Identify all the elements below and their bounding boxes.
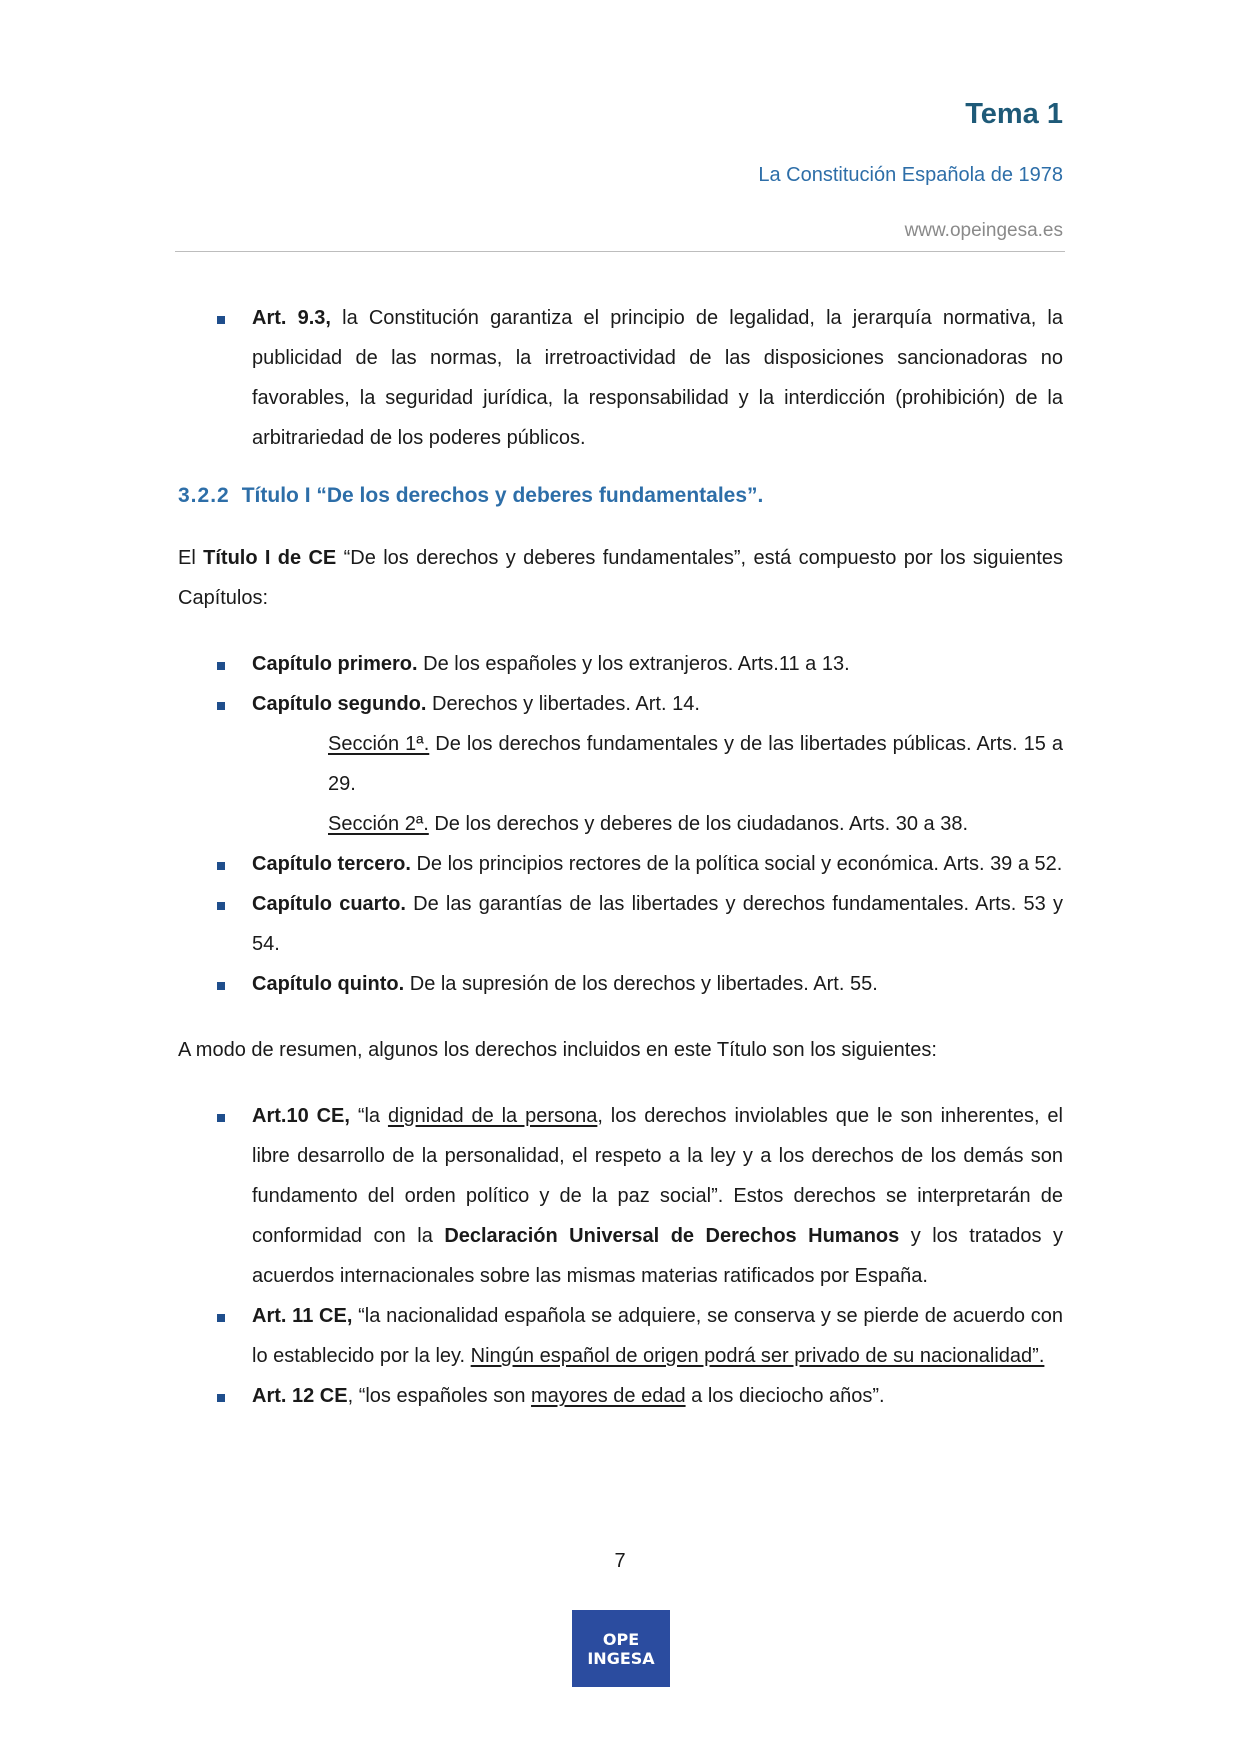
subsection-item [178,724,1063,804]
chapter-item [178,964,1063,1004]
logo-text-line1: OPE [602,1629,640,1649]
subsection-text: De los derechos y deberes de los ciudadanos. Arts. 30 a 38. [428,813,969,835]
intro-text-end: “De los derechos y deberes fundamentales”, está compuesto por los siguientes Capítulos: [178,547,1063,609]
list-item-art-11 [178,1296,1063,1376]
section-number: 3.2.2 [178,484,230,507]
spacer [178,1070,1063,1096]
chapter-list [178,644,1063,724]
intro-bold: Título I de CE [203,547,337,569]
article-text: “la [349,1105,388,1127]
underlined-text: mayores de edad [531,1385,686,1407]
underlined-text: Ningún español de origen podrá ser privado de su nacionalidad”. [470,1345,1045,1367]
document-subtitle: La Constitución Española de 1978 [758,164,1063,186]
subsection-text: De los derechos fundamentales y de las libertades públicas. Arts. 15 a 29. [328,733,1063,795]
chapter-item [178,644,1063,684]
list-item-art-12 [178,1376,1063,1416]
chapter-title: Capítulo tercero. [252,853,411,875]
article-text: la Constitución garantiza el principio de legalidad, la jerarquía normativa, la publicidad de las normas, la irretroactividad de las disposiciones sancionadoras no favorables, la seguridad jurídica, la responsabilidad y la interdicción (prohibición) de la arbitrariedad de los poderes públicos. [252,307,1063,449]
subsection-item [178,804,1063,844]
article-text: a los dieciocho años”. [685,1385,885,1407]
article-text: , los derechos inviolables que le son inherentes, el libre desarrollo de la personalidad, el respeto a la ley y a los derechos de los demás son fundamento del orden político y de la paz social”. Estos derechos se interpretarán de conformidad con la [252,1105,1063,1247]
chapter-text: De los principios rectores de la política social y económica. Arts. 39 a 52. [410,853,1063,875]
section-heading [178,476,1063,516]
bold-text: Declaración Universal de Derechos Humanos [444,1225,900,1247]
chapter-text: Derechos y libertades. Art. 14. [426,693,700,715]
topic-title: Tema 1 [965,98,1063,130]
chapter-title: Capítulo segundo. [252,693,427,715]
article-list [178,298,1063,458]
header-divider [175,251,1065,252]
article-ref: Art.10 CE, [252,1105,350,1127]
intro-paragraph [178,538,1063,618]
article-ref: Art. 11 CE, [252,1305,353,1327]
rights-list [178,1096,1063,1416]
chapter-text: De los españoles y los extranjeros. Arts.11 a 13. [417,653,850,675]
spacer [178,1004,1063,1030]
chapter-item [178,684,1063,724]
chapter-title: Capítulo primero. [252,653,418,675]
subsection-label: Sección 1ª. [328,733,430,755]
underlined-text: dignidad de la persona [387,1105,598,1127]
chapter-item [178,884,1063,964]
section-title: Título I “De los derechos y deberes fundamentales”. [241,484,764,507]
website-link[interactable]: www.opeingesa.es [904,220,1063,241]
page-body [178,298,1063,1416]
chapter-list-continued [178,844,1063,1004]
page-number: 7 [614,1550,626,1572]
article-text: , “los españoles son [347,1385,532,1407]
logo-text-line2: INGESA [587,1648,655,1668]
subsection-label: Sección 2ª. [328,813,429,835]
article-text: y los tratados y acuerdos internacionales sobre las mismas materias ratificados por España. [252,1225,1064,1287]
summary-paragraph: A modo de resumen, algunos los derechos incluidos en este Título son los siguientes: [178,1039,937,1061]
chapter-title: Capítulo quinto. [252,973,405,995]
chapter-text: De la supresión de los derechos y libertades. Art. 55. [404,973,878,995]
ope-ingesa-logo [572,1610,670,1687]
page-footer [0,1550,1240,1573]
spacer [178,618,1063,644]
intro-text: El [178,547,204,569]
chapter-item [178,844,1063,884]
list-item-art-9-3 [178,298,1063,458]
list-item-art-10 [178,1096,1063,1296]
chapter-text: De las garantías de las libertades y derechos fundamentales. Arts. 53 y 54. [252,893,1063,955]
article-ref: Art. 12 CE [252,1385,348,1407]
article-text: “la nacionalidad española se adquiere, se conserva y se pierde de acuerdo con lo establecido por la ley. [252,1305,1063,1367]
article-ref: Art. 9.3, [252,307,331,329]
chapter-title: Capítulo cuarto. [252,893,406,915]
